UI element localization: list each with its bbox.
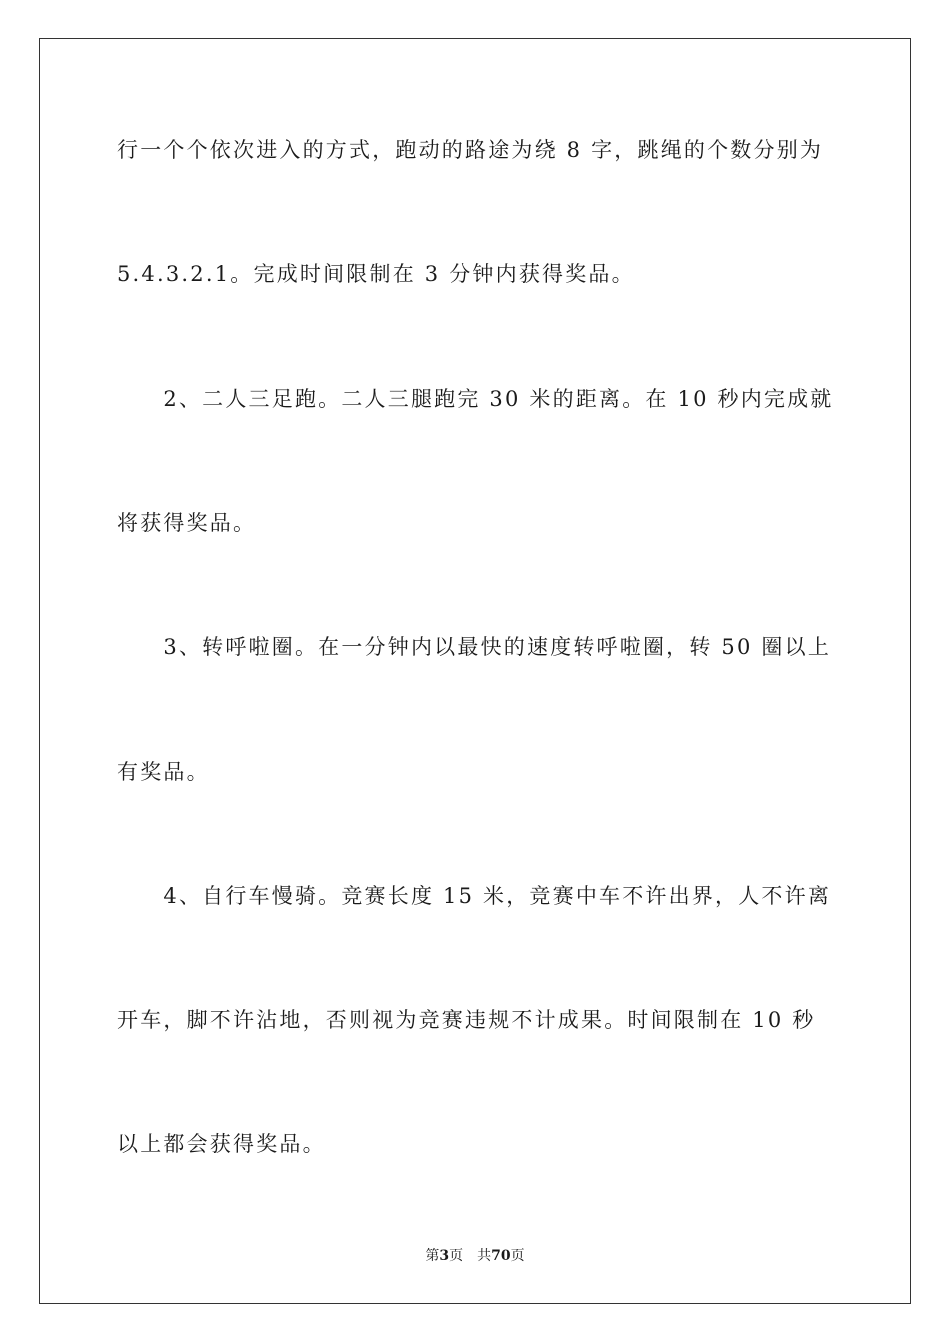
page-suffix: 页: [449, 1248, 464, 1264]
body-text-line: 开车，脚不许沾地，否则视为竞赛违规不计成果。时间限制在 10 秒: [117, 1008, 816, 1032]
body-text-line: 以上都会获得奖品。: [117, 1132, 326, 1156]
total-pages: 70: [491, 1248, 511, 1264]
body-text-line: 行一个个依次进入的方式，跑动的路途为绕 8 字，跳绳的个数分别为: [117, 138, 824, 162]
body-text-line: 将获得奖品。: [117, 511, 257, 535]
page-border: [39, 38, 911, 1304]
total-prefix: 共: [477, 1248, 492, 1264]
page-prefix: 第: [425, 1248, 440, 1264]
body-text-line: 4、自行车慢骑。竞赛长度 15 米，竞赛中车不许出界，人不许离: [117, 884, 832, 908]
total-suffix: 页: [510, 1248, 525, 1264]
page-footer: [0, 1247, 950, 1265]
page-number: 3: [439, 1248, 450, 1264]
body-text-line: 有奖品。: [117, 760, 210, 784]
body-text-line: 5.4.3.2.1。完成时间限制在 3 分钟内获得奖品。: [117, 262, 635, 286]
body-text-line: 3、转呼啦圈。在一分钟内以最快的速度转呼啦圈，转 50 圈以上: [117, 635, 832, 659]
body-text-line: 2、二人三足跑。二人三腿跑完 30 米的距离。在 10 秒内完成就: [117, 387, 834, 411]
